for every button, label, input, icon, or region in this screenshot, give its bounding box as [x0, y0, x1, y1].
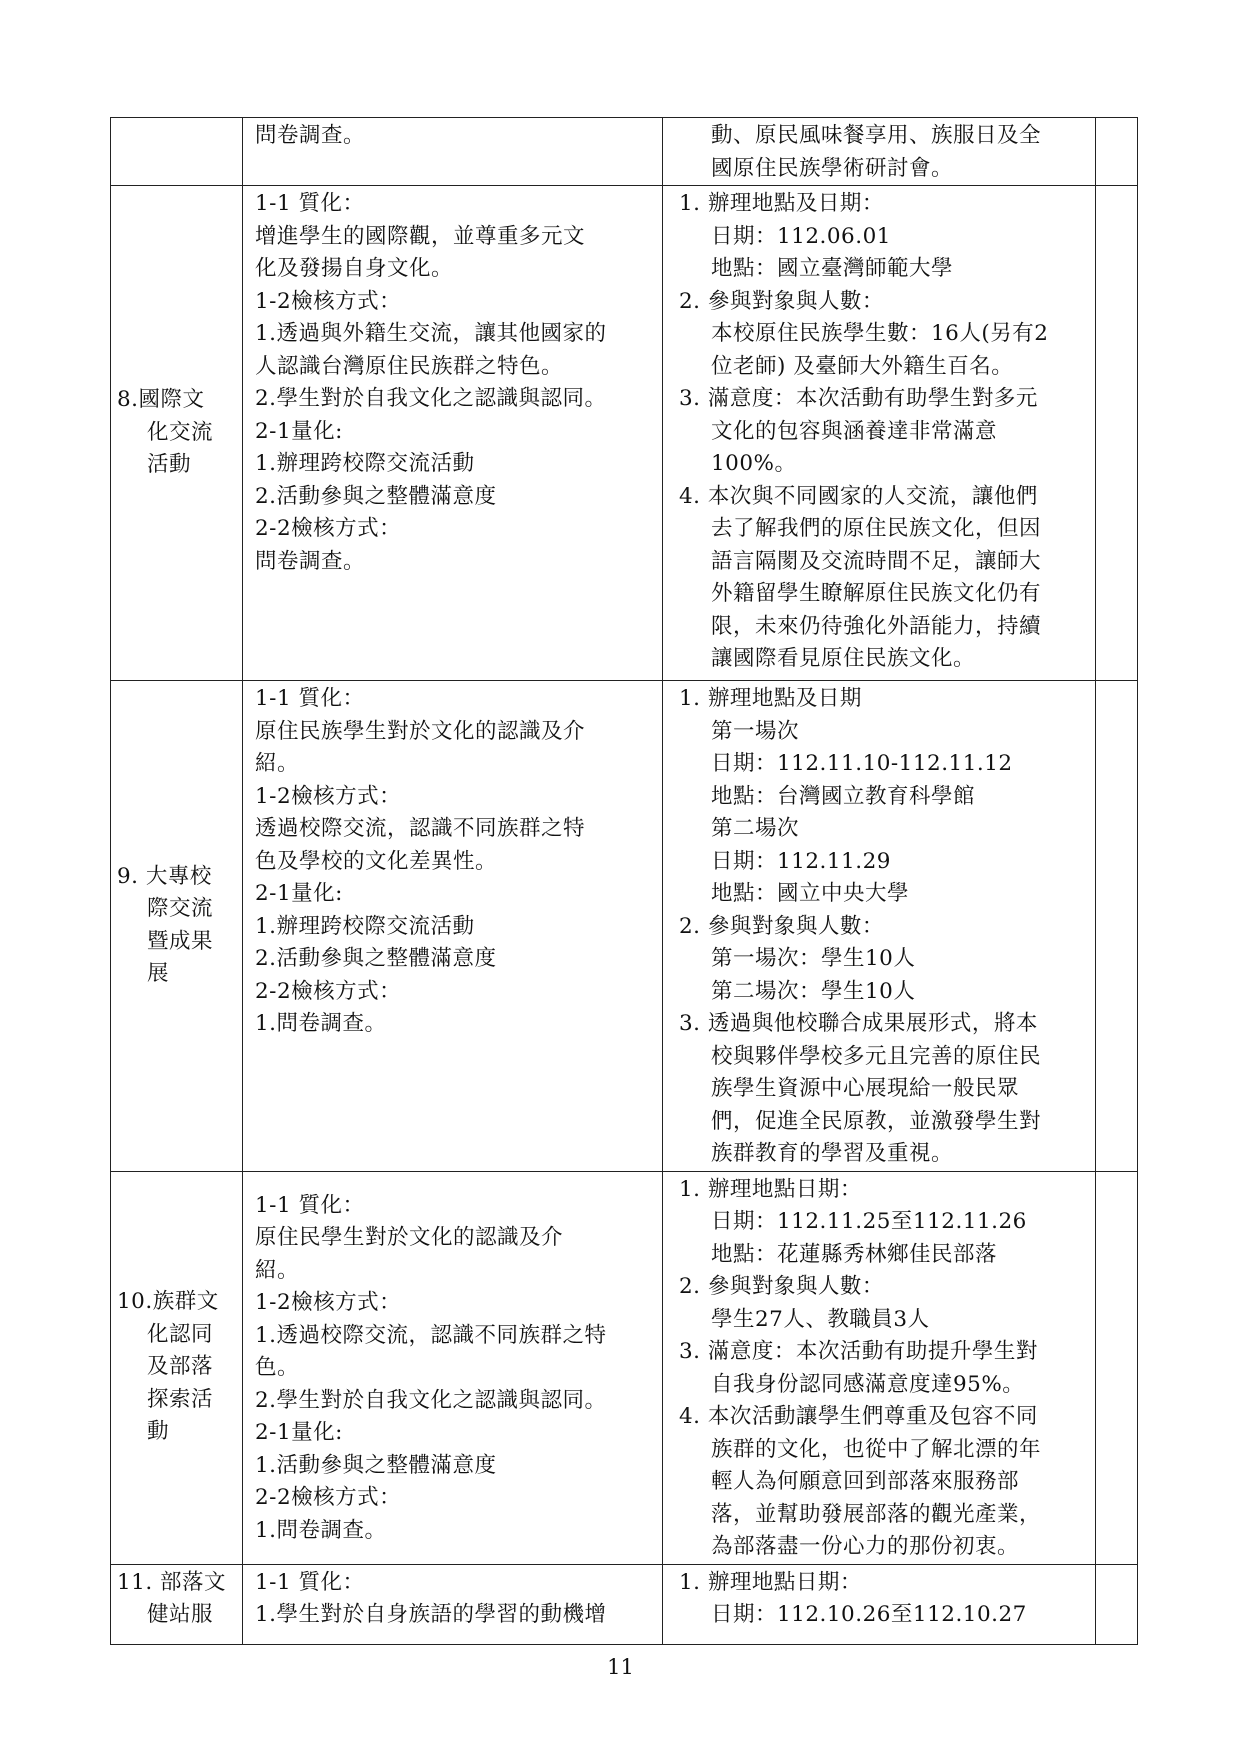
criteria-line: 1-1 質化： [255, 191, 365, 216]
result-item: 4. 本次活動讓學生們尊重及包容不同 [679, 1404, 1038, 1429]
criteria-line: 透過校際交流，認識不同族群之特 [255, 816, 586, 841]
result-detail: 動、原民風味餐享用、族服日及全 [711, 123, 1042, 148]
result-detail: 位老師) 及臺師大外籍生百名。 [711, 353, 1014, 379]
result-item: 3. 滿意度：本次活動有助提升學生對 [679, 1339, 1038, 1364]
result-detail: 讓國際看見原住民族文化。 [711, 646, 976, 671]
criteria-line: 色及學校的文化差異性。 [255, 848, 498, 874]
result-detail: 族群教育的學習及重視。 [711, 1141, 954, 1166]
result-item: 3. 透過與他校聯合成果展形式，將本 [679, 1011, 1038, 1036]
result-item: 4. 本次與不同國家的人交流，讓他們 [679, 483, 1038, 509]
criteria-line: 原住民族學生對於文化的認識及介 [255, 718, 586, 744]
criteria-line: 紹。 [255, 1257, 300, 1283]
criteria-line: 問卷調查。 [255, 548, 366, 574]
table-row [111, 681, 1138, 1172]
activity-name-line: 探索活 [147, 1386, 214, 1412]
result-detail: 落，並幫助發展部落的觀光產業， [711, 1501, 1042, 1527]
activity-name-line: 9. 大專校 [117, 863, 212, 889]
result-detail: 地點：花蓮縣秀林鄉佳民部落 [711, 1241, 998, 1267]
result-detail: 文化的包容與涵養達非常滿意 [711, 418, 998, 444]
activity-name-line: 展 [147, 961, 170, 987]
activity-name-line: 10.族群文 [117, 1289, 219, 1315]
criteria-line: 1-1 質化： [255, 686, 365, 711]
criteria-line: 1-2檢核方式： [255, 1290, 402, 1316]
result-detail: 去了解我們的原住民族文化，但因 [711, 516, 1042, 541]
result-detail: 國原住民族學術研討會。 [711, 155, 954, 181]
result-detail: 外籍留學生瞭解原住民族文化仍有 [711, 581, 1042, 606]
activity-name-cell [111, 681, 243, 1172]
criteria-line: 1.辦理跨校際交流活動 [255, 451, 475, 476]
criteria-line: 人認識台灣原住民族群之特色。 [255, 353, 564, 379]
results-cell [663, 1564, 1096, 1644]
criteria-line: 1.透過校際交流，認識不同族群之特 [255, 1322, 607, 1348]
activity-table [110, 117, 1138, 1645]
criteria-line: 1-2檢核方式： [255, 288, 402, 314]
result-detail: 地點：國立中央大學 [711, 881, 910, 906]
activity-name-line: 及部落 [147, 1354, 214, 1380]
result-detail: 第一場次：學生10人 [711, 946, 916, 971]
table-body [111, 118, 1138, 1645]
activity-name-line: 8.國際文 [117, 387, 205, 413]
results-cell [663, 1171, 1096, 1564]
criteria-line: 1.辦理跨校際交流活動 [255, 913, 475, 939]
criteria-line: 化及發揚自身文化。 [255, 256, 454, 281]
criteria-line: 色。 [255, 1355, 300, 1381]
result-detail: 學生27人、教職員3人 [711, 1306, 930, 1332]
result-detail: 第二場次：學生10人 [711, 978, 916, 1004]
criteria-line: 2.活動參與之整體滿意度 [255, 946, 497, 971]
criteria-cell [243, 186, 663, 681]
result-item: 2. 參與對象與人數： [679, 288, 884, 314]
criteria-line: 2-2檢核方式： [255, 516, 402, 541]
criteria-cell [243, 1564, 663, 1644]
criteria-line: 2-1量化: [255, 1420, 343, 1446]
page-number: 11 [607, 1655, 634, 1679]
criteria-line: 2-1量化: [255, 418, 343, 444]
criteria-cell [243, 118, 663, 186]
result-detail: 們，促進全民原教，並激發學生對 [711, 1108, 1042, 1134]
result-detail: 日期：112.11.10-112.11.12 [711, 751, 1013, 776]
result-item: 1. 辦理地點及日期： [679, 191, 884, 216]
result-detail: 校與夥伴學校多元且完善的原住民 [711, 1043, 1042, 1069]
criteria-line: 2.活動參與之整體滿意度 [255, 483, 497, 509]
result-detail: 日期：112.11.25至112.11.26 [711, 1209, 1027, 1234]
criteria-line: 增進學生的國際觀，並尊重多元文 [255, 223, 586, 249]
result-detail: 輕人為何願意回到部落來服務部 [711, 1469, 1020, 1494]
result-detail: 語言隔閡及交流時間不足，讓師大 [711, 548, 1042, 574]
activity-name-line: 暨成果 [147, 928, 214, 954]
result-detail: 為部落盡一份心力的那份初衷。 [711, 1534, 1020, 1559]
criteria-line: 問卷調查。 [255, 123, 366, 148]
table-row [111, 1171, 1138, 1564]
result-detail: 日期：112.11.29 [711, 848, 891, 874]
criteria-line: 紹。 [255, 751, 300, 776]
criteria-line: 1-1 質化： [255, 1569, 365, 1595]
remarks-cell [1096, 118, 1138, 186]
table-row [111, 118, 1138, 186]
result-item: 3. 滿意度：本次活動有助學生對多元 [679, 386, 1038, 411]
result-detail: 地點：國立臺灣師範大學 [711, 256, 954, 281]
result-detail: 100%。 [711, 451, 797, 476]
table-row [111, 1564, 1138, 1644]
results-cell [663, 681, 1096, 1172]
result-detail: 本校原住民族學生數：16人(另有2 [711, 321, 1049, 346]
criteria-line: 2-2檢核方式： [255, 978, 402, 1004]
result-item: 2. 參與對象與人數： [679, 913, 884, 939]
criteria-line: 1.透過與外籍生交流，讓其他國家的 [255, 321, 607, 346]
activity-name-line: 健站服 [147, 1602, 214, 1627]
remarks-cell [1096, 1564, 1138, 1644]
criteria-cell [243, 1171, 663, 1564]
activity-name-line: 動 [147, 1419, 170, 1445]
result-detail: 第二場次 [711, 816, 800, 841]
criteria-line: 2-1量化: [255, 881, 343, 906]
activity-name-cell [111, 1171, 243, 1564]
criteria-line: 1.問卷調查。 [255, 1011, 387, 1036]
results-cell [663, 186, 1096, 681]
result-item: 1. 辦理地點日期： [679, 1569, 862, 1595]
criteria-line: 1-1 質化： [255, 1192, 365, 1218]
results-cell [663, 118, 1096, 186]
activity-name-line: 11. 部落文 [117, 1569, 227, 1595]
result-detail: 日期：112.06.01 [711, 223, 891, 249]
criteria-line: 1-2檢核方式： [255, 783, 402, 809]
result-detail: 日期：112.10.26至112.10.27 [711, 1602, 1027, 1627]
activity-name-line: 際交流 [147, 896, 214, 922]
criteria-line: 2-2檢核方式： [255, 1485, 402, 1511]
criteria-line: 1.活動參與之整體滿意度 [255, 1452, 497, 1478]
table-row [111, 186, 1138, 681]
activity-name-line: 化認同 [147, 1321, 214, 1347]
activity-name-line: 活動 [147, 452, 192, 478]
result-detail: 限，未來仍待強化外語能力，持續 [711, 613, 1042, 639]
activity-name-cell [111, 1564, 243, 1644]
result-detail: 第一場次 [711, 718, 800, 744]
activity-name-line: 化交流 [147, 419, 214, 445]
criteria-line: 2.學生對於自我文化之認識與認同。 [255, 1387, 607, 1413]
result-item: 1. 辦理地點日期： [679, 1176, 862, 1202]
activity-name-cell [111, 118, 243, 186]
result-detail: 族學生資源中心展現給一般民眾 [711, 1076, 1020, 1101]
criteria-line: 原住民學生對於文化的認識及介 [255, 1225, 564, 1251]
result-detail: 自我身份認同感滿意度達95%。 [711, 1371, 1025, 1397]
remarks-cell [1096, 681, 1138, 1172]
criteria-line: 1.學生對於自身族語的學習的動機增 [255, 1602, 607, 1627]
result-item: 2. 參與對象與人數： [679, 1274, 884, 1299]
result-item: 1. 辦理地點及日期 [679, 686, 862, 711]
criteria-line: 2.學生對於自我文化之認識與認同。 [255, 386, 607, 411]
activity-name-cell [111, 186, 243, 681]
remarks-cell [1096, 1171, 1138, 1564]
criteria-line: 1.問卷調查。 [255, 1517, 387, 1543]
remarks-cell [1096, 186, 1138, 681]
result-detail: 地點：台灣國立教育科學館 [711, 783, 976, 809]
result-detail: 族群的文化，也從中了解北漂的年 [711, 1436, 1042, 1462]
criteria-cell [243, 681, 663, 1172]
